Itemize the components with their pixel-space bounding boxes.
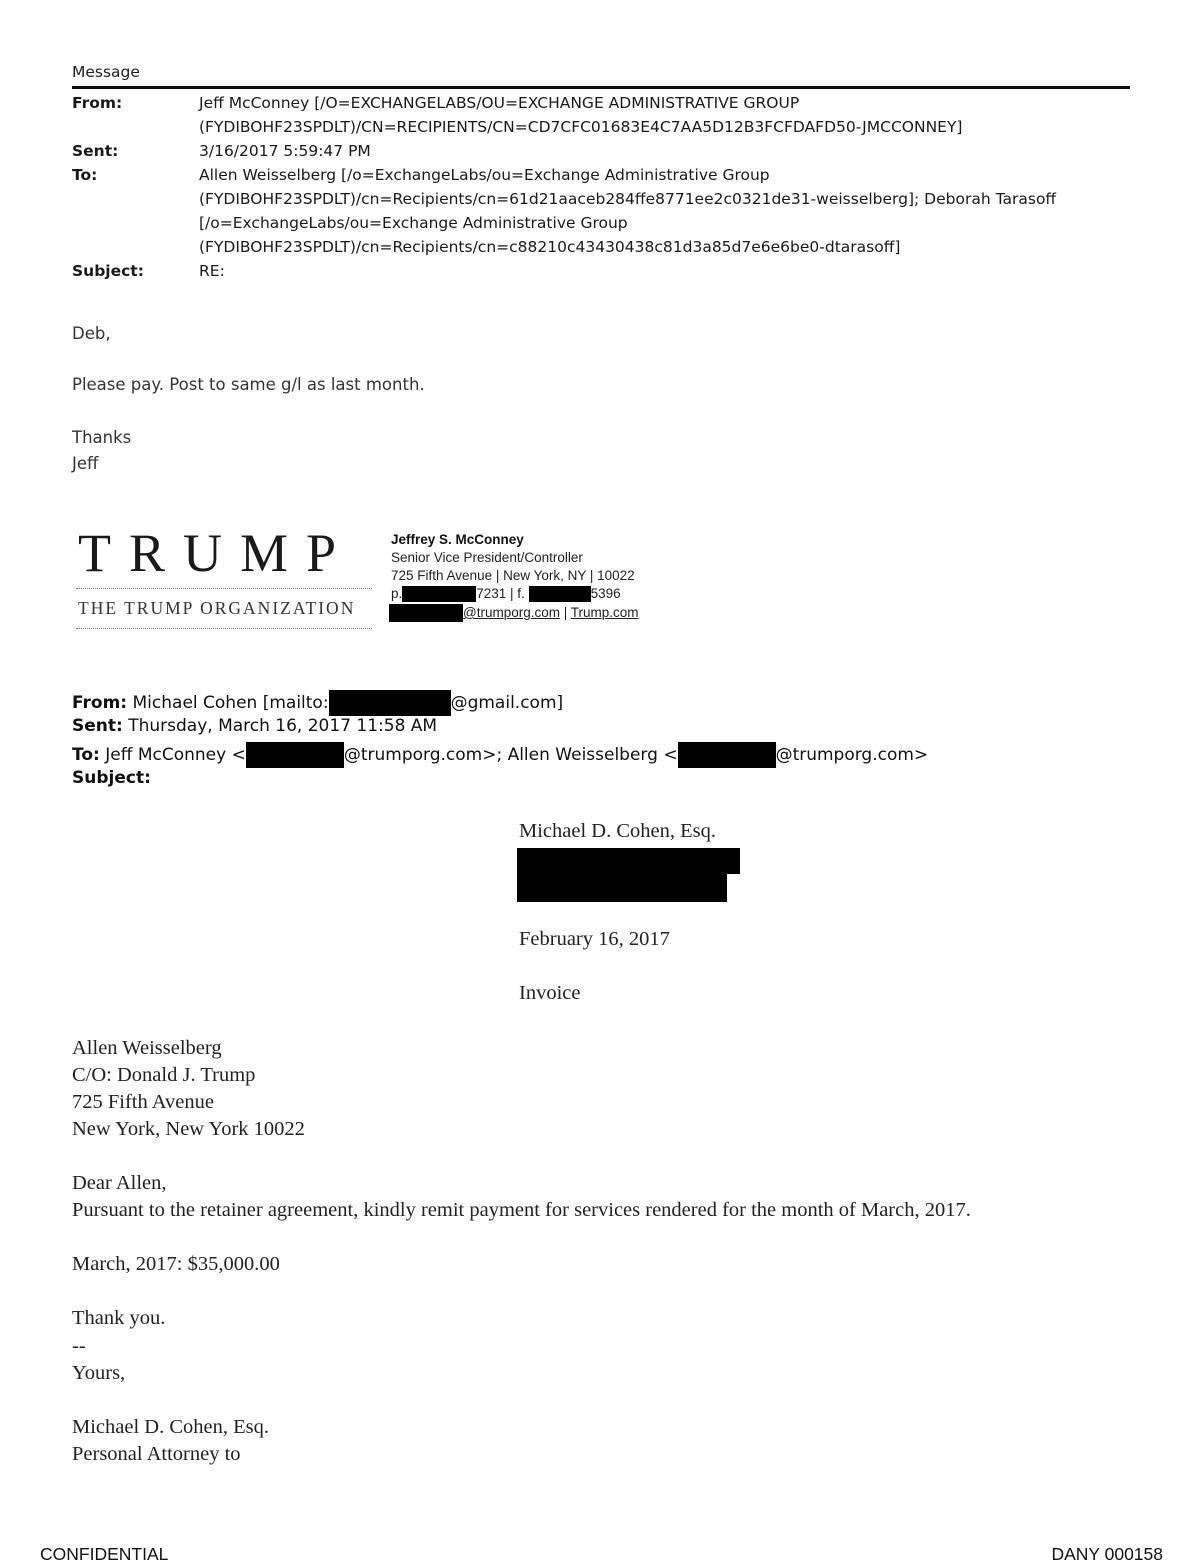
fwd-from-line <box>72 690 563 716</box>
to-value-line3: [/o=ExchangeLabs/ou=Exchange Administrative Group <box>199 214 628 232</box>
redaction-box <box>402 586 476 602</box>
invoice-salutation: Dear Allen, <box>72 1172 167 1194</box>
redaction-box <box>678 742 776 768</box>
fwd-from-suffix: @gmail.com] <box>450 693 564 713</box>
fwd-from-label: From: <box>72 693 128 713</box>
sent-label: Sent: <box>72 142 119 160</box>
body-line1: Please pay. Post to same g/l as last month. <box>72 375 425 394</box>
fwd-sent-line <box>72 716 437 736</box>
fwd-subject-line <box>72 768 151 788</box>
signature-title: Senior Vice President/Controller <box>391 550 583 565</box>
from-label: From: <box>72 94 123 112</box>
logo-divider-bottom <box>76 628 372 629</box>
signature-email-link[interactable]: @trumporg.com <box>463 605 560 620</box>
body-name: Jeff <box>72 454 99 473</box>
logo-divider-top <box>76 588 372 589</box>
signature-website-link[interactable]: Trump.com <box>570 605 639 620</box>
fwd-sent-value: Thursday, March 16, 2017 11:58 AM <box>128 716 438 736</box>
addressee-line4: New York, New York 10022 <box>72 1118 305 1140</box>
fax-suffix: 5396 <box>590 586 621 601</box>
fwd-from-prefix: Michael Cohen [mailto: <box>132 693 329 713</box>
phone-suffix: 7231 | f. <box>476 586 525 601</box>
trump-logo-wordmark: TRUMP <box>78 523 355 583</box>
redaction-box <box>246 742 344 768</box>
signature-name: Jeffrey S. McConney <box>391 532 524 547</box>
invoice-signer-title: Personal Attorney to <box>72 1443 241 1465</box>
fwd-to-part3: @trumporg.com> <box>775 745 929 765</box>
redaction-box <box>389 604 463 622</box>
footer-bates-number: DANY 000158 <box>1051 1544 1163 1564</box>
addressee-line2: C/O: Donald J. Trump <box>72 1064 256 1086</box>
invoice-heading: Invoice <box>519 982 581 1004</box>
to-label: To: <box>72 166 98 184</box>
footer-confidential: CONFIDENTIAL <box>40 1544 169 1564</box>
invoice-body: Pursuant to the retainer agreement, kindly remit payment for services rendered for the month of March, 2017. <box>72 1199 971 1221</box>
fwd-to-label: To: <box>72 745 100 765</box>
body-greeting: Deb, <box>72 324 111 343</box>
signature-email-line <box>389 604 639 622</box>
signature-separator: | <box>563 605 568 620</box>
subject-label: Subject: <box>72 262 144 280</box>
invoice-date: February 16, 2017 <box>519 928 670 950</box>
fwd-sent-label: Sent: <box>72 716 123 736</box>
fwd-to-part1: Jeff McConney < <box>105 745 246 765</box>
invoice-signer: Michael D. Cohen, Esq. <box>72 1416 269 1438</box>
invoice-closing: Yours, <box>72 1362 126 1384</box>
fwd-to-line <box>72 742 928 768</box>
message-label: Message <box>72 63 140 81</box>
body-thanks: Thanks <box>72 428 132 447</box>
invoice-letterhead: Michael D. Cohen, Esq. <box>519 820 716 842</box>
header-rule <box>72 86 1130 89</box>
redaction-box <box>517 848 740 874</box>
subject-value: RE: <box>199 262 225 280</box>
phone-prefix: p. <box>391 586 403 601</box>
fwd-to-part2: @trumporg.com>; Allen Weisselberg < <box>343 745 678 765</box>
trump-organization-label: THE TRUMP ORGANIZATION <box>78 598 356 618</box>
redaction-box <box>517 874 727 902</box>
addressee-line1: Allen Weisselberg <box>72 1037 222 1059</box>
from-value-line2: (FYDIBOHF23SPDLT)/CN=RECIPIENTS/CN=CD7CFC01683E4C7AA5D12B3FCFDAFD50-JMCCONNEY] <box>199 118 963 136</box>
signature-address: 725 Fifth Avenue | New York, NY | 10022 <box>391 568 635 583</box>
invoice-amount: March, 2017: $35,000.00 <box>72 1253 280 1275</box>
to-value-line1: Allen Weisselberg [/o=ExchangeLabs/ou=Exchange Administrative Group <box>199 166 770 184</box>
to-value-line2: (FYDIBOHF23SPDLT)/cn=Recipients/cn=61d21aaceb284ffe8771ee2c0321de31-weisselberg]; Deborah Tarasoff <box>199 190 1057 208</box>
redaction-box <box>529 586 591 602</box>
sent-value: 3/16/2017 5:59:47 PM <box>199 142 371 160</box>
redaction-box <box>329 690 451 716</box>
invoice-thank-you: Thank you. <box>72 1307 166 1329</box>
addressee-line3: 725 Fifth Avenue <box>72 1091 214 1113</box>
invoice-dash: -- <box>72 1335 86 1357</box>
from-value-line1: Jeff McConney [/O=EXCHANGELABS/OU=EXCHANGE ADMINISTRATIVE GROUP <box>199 94 800 112</box>
signature-phone-line <box>391 585 621 603</box>
to-value-line4: (FYDIBOHF23SPDLT)/cn=Recipients/cn=c88210c43430438c81d3a85d7e6e6be0-dtarasoff] <box>199 238 901 256</box>
fwd-subject-label: Subject: <box>72 768 151 788</box>
